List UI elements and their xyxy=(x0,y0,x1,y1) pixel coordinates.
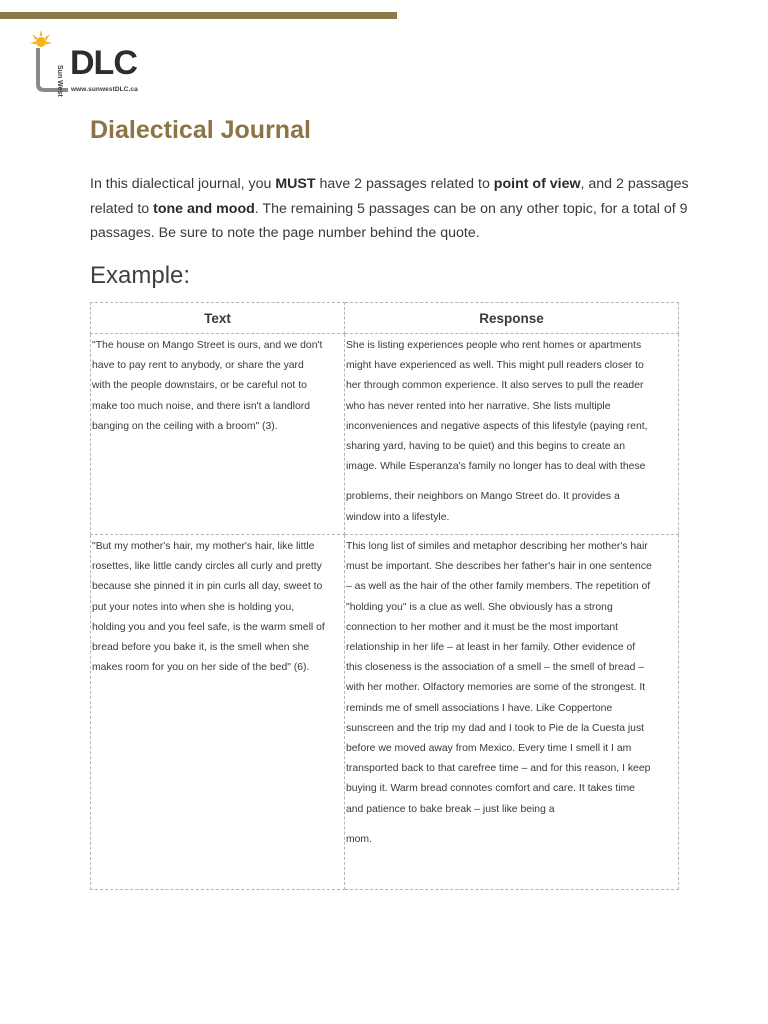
header-rule xyxy=(0,12,397,19)
text-cell xyxy=(91,535,345,890)
example-heading: Example: xyxy=(90,262,191,289)
logo-url: www.sunwestDLC.ca xyxy=(71,86,138,93)
table-header-row xyxy=(91,303,679,334)
logo-dlc-text: DLC xyxy=(70,44,137,82)
dialectical-journal-table xyxy=(90,302,679,890)
column-header-text: Text xyxy=(91,303,345,334)
intro-paragraph: In this dialectical journal, you MUST have 2 passages related to point of view, and 2 passages related to tone and mood. The remaining 5 passages can be on any other topic, for a total of 9 passages. Be sure to note the page number behind the quote. xyxy=(90,176,689,241)
sunwest-dlc-logo xyxy=(28,28,148,100)
response-text-continued: problems, their neighbors on Mango Street do. It provides a window into a lifestyle. xyxy=(346,491,620,523)
response-cell xyxy=(345,535,679,890)
logo-sunwest-text: Sun West xyxy=(56,65,63,97)
response-text: This long list of similes and metaphor describing her mother's hair must be important. She describes her father's hair in one sentence – as well as the hair of the other family members. The repetition of "holding you" is a clue as well. She obviously has a strong connection to her mother and it must be the most important relationship in her life – at least in her family. Other evidence of this closeness is the association of a smell – the smell of bread – with her mother. Olfactory memories are some of the strongest. It reminds me of smell associations I have. Like Coppertone sunscreen and the trip my dad and I took to Pie de la Cuesta just before we moved away from Mexico. Every time I smell it I am transported back to that carefree time – and for this reason, I keep buying it. Warm bread connotes comfort and care. It takes time and patience to bake break – just like being a xyxy=(346,541,652,815)
page-title: Dialectical Journal xyxy=(90,116,311,144)
response-cell xyxy=(345,334,679,535)
quote-text: "The house on Mango Street is ours, and we don't have to pay rent to anybody, or share the yard with the people downstairs, or be careful not to make too much noise, and there isn't a landlord banging on the ceiling with a broom" (3). xyxy=(92,340,323,432)
quote-text: "But my mother's hair, my mother's hair, like little rosettes, like little candy circles all curly and pretty because she pinned it in pin curls all day, sweet to put your notes into when she is holding you, holding you and you feel safe, is the warm smell of bread before you bake it, is the smell when she makes room for you on her side of the bed" (6). xyxy=(92,541,325,674)
response-text: She is listing experiences people who rent homes or apartments might have experienced as well. This might pull readers closer to her through common experience. It also serves to pull the reader who has never rented into her narrative. She lists multiple inconveniences and negative aspects of this lifestyle (paying rent, sharing yard, having to be quiet) and this begins to create an image. While Esperanza's family no longer has to deal with these xyxy=(346,340,648,473)
table-row xyxy=(91,334,679,535)
table-row xyxy=(91,535,679,890)
response-text-continued: mom. xyxy=(346,833,372,845)
column-header-response: Response xyxy=(345,303,679,334)
text-cell xyxy=(91,334,345,535)
